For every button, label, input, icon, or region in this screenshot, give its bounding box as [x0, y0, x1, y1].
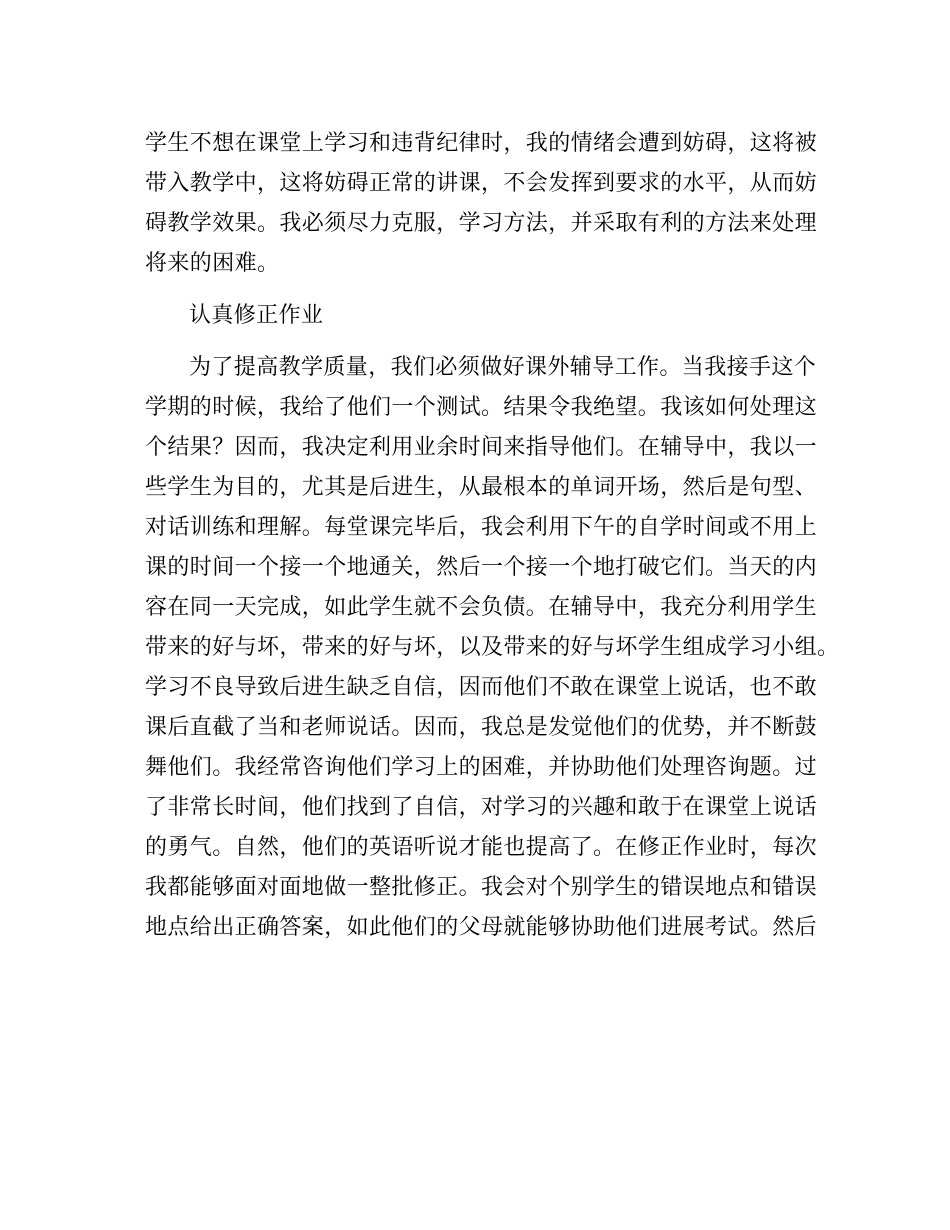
text-line: 课的时间一个接一个地通关，然后一个接一个地打破它们。当天的内: [145, 555, 818, 580]
text-line: 对话训练和理解。每堂课完毕后，我会利用下午的自学时间或不用上: [145, 515, 818, 540]
paragraph-1: [145, 124, 825, 284]
text-line: 为了提高教学质量，我们必须做好课外辅导工作。当我接手这个: [189, 355, 817, 380]
document-body: [145, 124, 840, 948]
text-line: 的勇气。自然，他们的英语听说才能也提高了。在修正作业时，每次: [145, 835, 818, 860]
text-line: 带入教学中，这将妨碍正常的讲课，不会发挥到要求的水平，从而妨: [145, 171, 818, 196]
text-line: 地点给出正确答案，如此他们的父母就能够协助他们进展考试。然后: [145, 915, 818, 940]
section-heading: 认真修正作业: [189, 303, 324, 328]
text-line: 学生不想在课堂上学习和违背纪律时，我的情绪会遭到妨碍，这将被: [145, 131, 818, 156]
text-line: 学期的时候，我给了他们一个测试。结果令我绝望。我该如何处理这: [145, 395, 818, 420]
text-line: 碍教学效果。我必须尽力克服，学习方法，并采取有利的方法来处理: [145, 211, 818, 236]
paragraph-2: [145, 348, 840, 948]
text-line: 课后直截了当和老师说话。因而，我总是发觉他们的优势，并不断鼓: [145, 715, 818, 740]
text-line: 带来的好与坏，带来的好与坏，以及带来的好与坏学生组成学习小组。: [145, 635, 840, 660]
text-line: 舞他们。我经常咨询他们学习上的困难，并协助他们处理咨询题。过: [145, 755, 818, 780]
text-line: 我都能够面对面地做一整批修正。我会对个别学生的错误地点和错误: [145, 875, 818, 900]
text-line: 些学生为目的，尤其是后进生，从最根本的单词开场，然后是句型、: [145, 475, 818, 500]
text-line: 学习不良导致后进生缺乏自信，因而他们不敢在课堂上说话，也不敢: [145, 675, 818, 700]
text-line: 容在同一天完成，如此学生就不会负债。在辅导中，我充分利用学生: [145, 595, 818, 620]
text-line: 了非常长时间，他们找到了自信，对学习的兴趣和敢于在课堂上说话: [145, 795, 818, 820]
text-line: 个结果？因而，我决定利用业余时间来指导他们。在辅导中，我以一: [145, 435, 818, 460]
text-line: 将来的困难。: [145, 251, 280, 276]
